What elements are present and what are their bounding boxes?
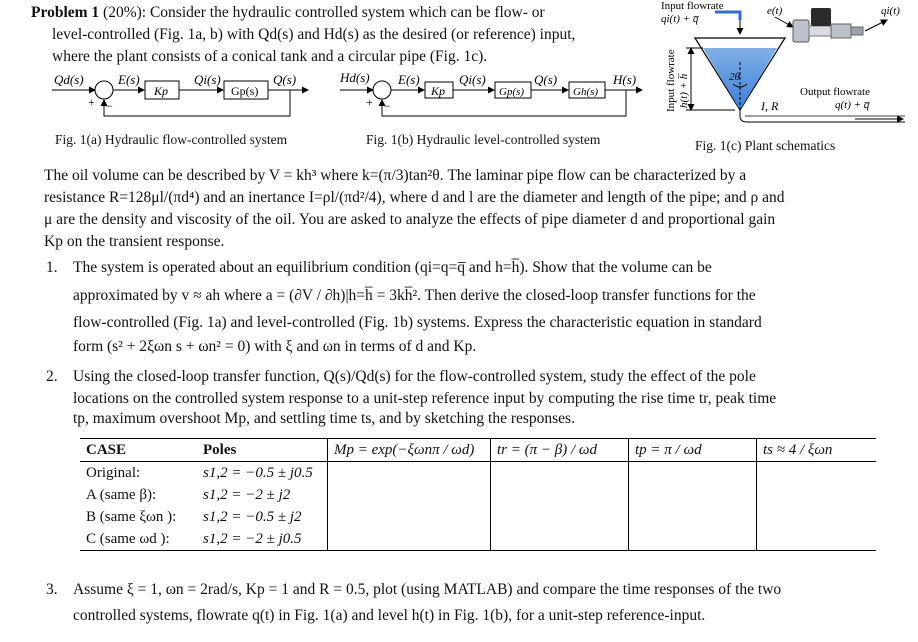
item-3-line-2: controlled systems, flowrate q(t) in Fig. 1(a) and level h(t) in Fig. 1(b), for a unit-step reference-input. xyxy=(73,607,706,624)
col-mp: Mp = exp(−ξωnπ / ωd) xyxy=(328,439,491,462)
side-input-flowrate: Input flowrate xyxy=(665,49,677,112)
svg-text:e(t): e(t) xyxy=(767,5,783,17)
svg-text:−: − xyxy=(106,99,113,113)
fig-b-diagram xyxy=(336,70,646,130)
svg-text:q(t) + q̅: q(t) + q̅ xyxy=(835,99,870,111)
col-tp: tp = π / ωd xyxy=(629,439,757,462)
col-ts: ts ≈ 4 / ξωn xyxy=(757,439,877,462)
problem-title: Problem 1 xyxy=(31,4,100,21)
svg-text:Kp: Kp xyxy=(154,84,169,98)
fig-c-caption: Fig. 1(c) Plant schematics xyxy=(695,138,836,153)
para-line-2: resistance R=128μl/(πd⁴) and an inertance I=ρl/(πd²/4), where d and l are the diameter and length of the pipe; and ρ and xyxy=(44,189,785,206)
fig-a-caption: Fig. 1(a) Hydraulic flow-controlled system xyxy=(55,132,288,147)
svg-text:Hd(s): Hd(s) xyxy=(340,70,370,85)
problem-lead-2: level-controlled (Fig. 1a, b) with Qd(s) and Hd(s) as the desired (or reference) input, xyxy=(52,26,576,43)
col-case: CASE xyxy=(80,439,197,462)
fig-b-caption: Fig. 1(b) Hydraulic level-controlled system xyxy=(366,132,601,147)
table-row: C (same ωd ): s1,2 = −2 ± j0.5 xyxy=(80,528,876,551)
table-row: Original: s1,2 = −0.5 ± j0.5 xyxy=(80,462,876,485)
table-header-row xyxy=(80,439,876,462)
svg-text:Gp(s): Gp(s) xyxy=(231,84,259,98)
item-2-line-2: locations on the controlled system response to a unit-step reference input by computing the rise time tr, peak time xyxy=(73,390,777,407)
output-flow-title: Output flowrate xyxy=(800,86,870,98)
valve-actuator-icon xyxy=(793,8,863,42)
svg-text:2θ: 2θ xyxy=(729,71,740,83)
svg-text:−: − xyxy=(384,99,391,113)
svg-text:h(t) + h̅: h(t) + h̅ xyxy=(678,73,690,108)
svg-text:H(s): H(s) xyxy=(613,72,637,87)
table-row: A (same β): s1,2 = −2 ± j2 xyxy=(80,484,876,506)
problem-weight: (20%): xyxy=(103,4,147,21)
input-flow-title: Input flowrate xyxy=(661,0,724,12)
fig-a-in-label: Qd(s) xyxy=(54,72,84,87)
problem-lead-1: Consider the hydraulic controlled system which can be flow- or xyxy=(149,4,545,21)
item-1-line-2: approximated by v ≈ ah where a = (∂V / ∂h)|h=h̅ = 3kh̅². Then derive the closed-loop transfer functions for the xyxy=(73,287,756,304)
svg-text:I, R: I, R xyxy=(761,99,779,113)
svg-text:Qi(s): Qi(s) xyxy=(194,72,221,87)
fig-a-sum-junction xyxy=(95,81,113,99)
fig-a-diagram xyxy=(40,70,315,130)
fig-b-sum-junction xyxy=(373,81,391,99)
item-3-num: 3. xyxy=(46,581,58,598)
problem-header xyxy=(31,2,651,24)
svg-text:qi(t) + q̅: qi(t) + q̅ xyxy=(661,13,699,25)
svg-text:+: + xyxy=(88,95,95,109)
col-tr: tr = (π − β) / ωd xyxy=(491,439,629,462)
svg-text:E(s): E(s) xyxy=(398,72,420,87)
svg-text:+: + xyxy=(366,95,373,109)
para-line-1: The oil volume can be described by V = kh³ where k=(π/3)tan²θ. The laminar pipe flow can be characterized by a xyxy=(44,167,747,184)
para-line-3: μ are the density and viscosity of the oil. You are asked to analyze the effects of pipe diameter d and proportional gain xyxy=(44,211,776,228)
col-poles: Poles xyxy=(197,439,328,462)
item-1-num: 1. xyxy=(46,259,58,276)
item-2-line-1: Using the closed-loop transfer function, Q(s)/Qd(s) for the flow-controlled system, study the effect of the pole xyxy=(73,368,756,385)
item-2-line-3: tp, maximum overshoot Mp, and settling time ts, and by sketching the responses. xyxy=(73,410,575,427)
svg-text:Gp(s): Gp(s) xyxy=(499,86,525,98)
svg-text:Q(s): Q(s) xyxy=(273,72,297,87)
svg-text:E(s): E(s) xyxy=(118,72,140,87)
svg-text:Q(s): Q(s) xyxy=(534,72,558,87)
svg-text:qi(t): qi(t) xyxy=(881,5,900,17)
item-3-line-1: Assume ξ = 1, ωn = 2rad/s, Kp = 1 and R = 0.5, plot (using MATLAB) and compare the time responses of the two xyxy=(73,581,782,598)
svg-text:Kp: Kp xyxy=(431,84,446,98)
fig-c-schematic xyxy=(655,0,917,142)
item-1-line-3: flow-controlled (Fig. 1a) and level-controlled (Fig. 1b) systems. Express the characteristic equation in standard xyxy=(73,314,762,331)
item-1-line-1: The system is operated about an equilibrium condition (qi=q=q̅ and h=h̅). Show that the volume can be xyxy=(73,259,712,276)
item-2-num: 2. xyxy=(46,368,58,385)
problem-lead-3: where the plant consists of a conical tank and a circular pipe (Fig. 1c). xyxy=(52,48,488,65)
cases-table xyxy=(80,438,876,551)
svg-text:Qi(s): Qi(s) xyxy=(459,72,486,87)
table-row: B (same ξωn ): s1,2 = −0.5 ± j2 xyxy=(80,506,876,528)
item-1-line-4: form (s² + 2ξωn s + ωn² = 0) with ξ and ωn in terms of d and Kp. xyxy=(73,338,477,355)
para-line-4: Kp on the transient response. xyxy=(44,233,225,250)
svg-text:Gh(s): Gh(s) xyxy=(573,86,599,98)
